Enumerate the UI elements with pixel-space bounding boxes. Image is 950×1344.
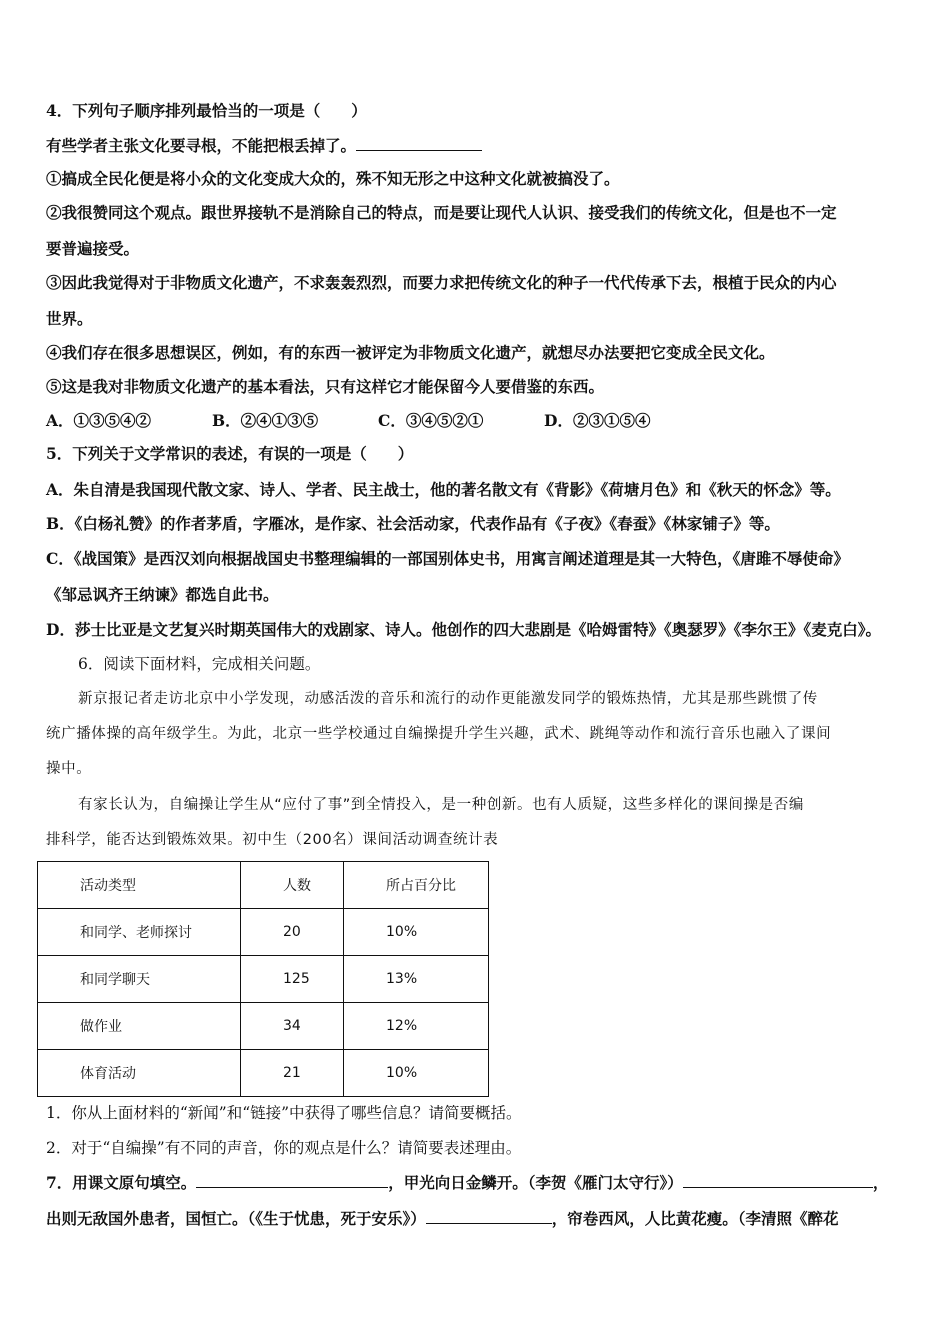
q4-stem: 4．下列句子顺序排列最恰当的一项是（ ） <box>46 101 367 120</box>
q4-intro-line <box>46 134 910 157</box>
q7-instruction: 7．用课文原句填空。 <box>46 1173 197 1192</box>
q4-sentence-5: ⑤这是我对非物质文化遗产的基本看法，只有这样它才能保留今人要借鉴的东西。 <box>46 377 605 396</box>
q5-stem: 5．下列关于文学常识的表述，有误的一项是（ ） <box>46 444 414 463</box>
q7-blank-2[interactable] <box>683 1171 873 1188</box>
table-row <box>38 909 489 956</box>
q6-stem: 6．阅读下面材料，完成相关问题。 <box>78 655 321 673</box>
q6-para1-line2: 统广播体操的高年级学生。为此，北京一些学校通过自编操提升学生兴趣，武术、跳绳等动作和流行音乐也融入了课间 <box>46 726 832 742</box>
q6-para1-line1: 新京报记者走访北京中小学发现，动感活泼的音乐和流行的动作更能激发同学的锻炼热情，尤其是那些跳惯了传 <box>78 691 818 707</box>
table-cell: 10% <box>344 909 489 956</box>
table-cell: 20 <box>241 909 344 956</box>
table-row <box>38 1050 489 1097</box>
table-cell: 21 <box>241 1050 344 1097</box>
q7-text-2: ， <box>872 1173 889 1192</box>
q6-para2-line1: 有家长认为，自编操让学生从“应付了事”到全情投入，是一种创新。也有人质疑，这些多样化的课间操是否编 <box>78 797 804 813</box>
table-header-cell: 所占百分比 <box>344 862 489 909</box>
q7-line1 <box>46 1171 910 1194</box>
q4-sentence-3a: ③因此我觉得对于非物质文化遗产，不求轰轰烈烈，而要力求把传统文化的种子一代代传承下去，根植于民众的内心 <box>46 273 837 292</box>
table-cell: 34 <box>241 1003 344 1050</box>
q7-text-4: ，帘卷西风，人比黄花瘦。（李清照《醉花 <box>551 1209 839 1228</box>
table-cell: 体育活动 <box>38 1050 241 1097</box>
q7-blank-3[interactable] <box>426 1207 552 1224</box>
table-header-cell: 活动类型 <box>38 862 241 909</box>
q6-para2-line2: 排科学，能否达到锻炼效果。初中生（200名）课间活动调查统计表 <box>46 832 499 848</box>
table-cell: 125 <box>241 956 344 1003</box>
q4-options <box>46 410 910 432</box>
q5-option-a[interactable]: A．朱自清是我国现代散文家、诗人、学者、民主战士，他的著名散文有《背影》《荷塘月色》和《秋天的怀念》等。 <box>46 480 841 499</box>
table-cell: 12% <box>344 1003 489 1050</box>
table-cell: 10% <box>344 1050 489 1097</box>
q4-option-b[interactable]: B．②④①③⑤ <box>212 411 319 430</box>
q4-option-c[interactable]: C．③④⑤②① <box>378 411 484 430</box>
q6-subquestion-1: 1．你从上面材料的“新闻”和“链接”中获得了哪些信息？请简要概括。 <box>46 1104 522 1122</box>
table-header-row <box>38 862 489 909</box>
table-header-cell: 人数 <box>241 862 344 909</box>
survey-table <box>37 861 489 1097</box>
q4-option-a[interactable]: A．①③⑤④② <box>46 411 152 430</box>
q5-option-c-line1[interactable]: C．《战国策》是西汉刘向根据战国史书整理编辑的一部国别体史书，用寓言阐述道理是其一大特色，《唐雎不辱使命》 <box>46 549 849 568</box>
q5-option-d[interactable]: D．莎士比亚是文艺复兴时期英国伟大的戏剧家、诗人。他创作的四大悲剧是《哈姆雷特》《奥瑟罗》《李尔王》《麦克白》。 <box>46 620 881 639</box>
q4-answer-blank[interactable] <box>356 134 482 151</box>
table-row <box>38 1003 489 1050</box>
q4-sentence-1: ①搞成全民化便是将小众的文化变成大众的，殊不知无形之中这种文化就被搞没了。 <box>46 169 620 188</box>
table-cell: 和同学聊天 <box>38 956 241 1003</box>
q4-sentence-3b: 世界。 <box>46 309 93 328</box>
q4-option-d[interactable]: D．②③①⑤④ <box>544 411 651 430</box>
table-cell: 和同学、老师探讨 <box>38 909 241 956</box>
q4-sentence-2b: 要普遍接受。 <box>46 239 140 258</box>
q4-sentence-2a: ②我很赞同这个观点。跟世界接轨不是消除自己的特点，而是要让现代人认识、接受我们的传统文化，但是也不一定 <box>46 203 837 222</box>
q4-intro: 有些学者主张文化要寻根，不能把根丢掉了。 <box>46 136 357 155</box>
q4-sentence-4: ④我们存在很多思想误区，例如，有的东西一被评定为非物质文化遗产，就想尽办法要把它变成全民文化。 <box>46 343 775 362</box>
table-row <box>38 956 489 1003</box>
table-cell: 13% <box>344 956 489 1003</box>
q5-option-c-line2[interactable]: 《邹忌讽齐王纳谏》都选自此书。 <box>46 585 279 604</box>
q6-subquestion-2: 2．对于“自编操”有不同的声音，你的观点是什么？请简要表述理由。 <box>46 1139 522 1157</box>
q7-blank-1[interactable] <box>196 1171 388 1188</box>
q7-text-3: 出则无敌国外患者，国恒亡。（《生于忧患，死于安乐》） <box>46 1209 426 1228</box>
q6-para1-line3: 操中。 <box>46 761 92 777</box>
table-cell: 做作业 <box>38 1003 241 1050</box>
q7-line2 <box>46 1207 910 1230</box>
q7-text-1: ，甲光向日金鳞开。（李贺《雁门太守行》） <box>388 1173 683 1192</box>
q5-option-b[interactable]: B．《白杨礼赞》的作者茅盾，字雁冰，是作家、社会活动家，代表作品有《子夜》《春蚕》《林家铺子》等。 <box>46 514 780 533</box>
